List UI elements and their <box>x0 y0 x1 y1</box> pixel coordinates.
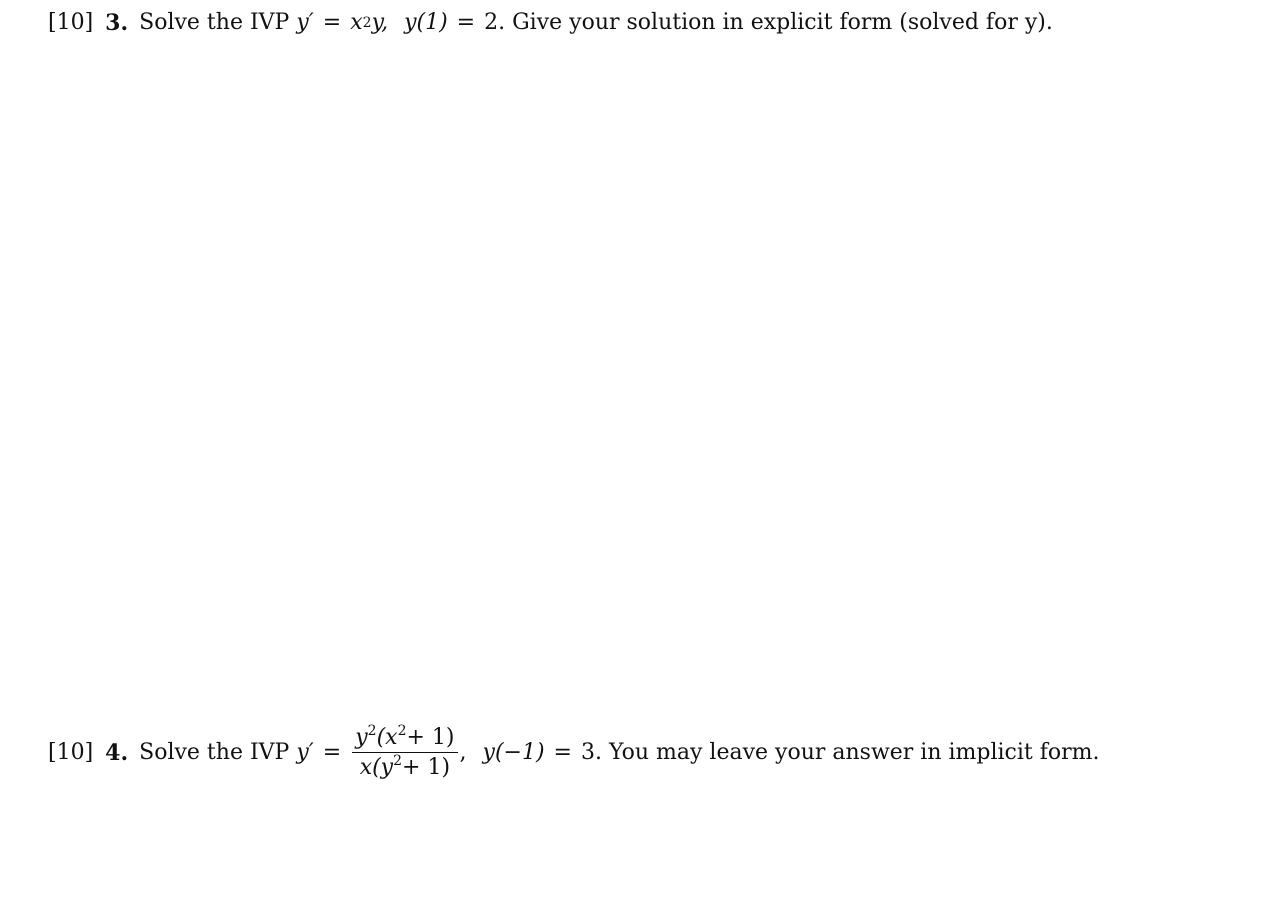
equation-lhs: y′ <box>296 10 314 35</box>
problem-3-equation: y′ = x 2 y, <box>296 10 389 35</box>
problem-3 <box>48 12 1053 34</box>
equals-sign: = <box>553 740 572 765</box>
equation-fraction <box>352 723 457 780</box>
initial-condition-lhs: y(1) <box>404 10 448 35</box>
equals-sign: = <box>322 740 342 765</box>
problem-3-points: [10] <box>48 10 94 35</box>
problem-3-number: 3. <box>105 10 129 36</box>
problem-4-points: [10] <box>48 740 94 765</box>
problem-3-lead: Solve the IVP <box>139 10 290 35</box>
problem-4-equation <box>296 723 467 780</box>
fraction-denominator <box>357 753 453 779</box>
initial-condition-rhs: 2. <box>484 10 506 35</box>
equals-sign: = <box>456 10 476 35</box>
denominator-xy: x(y <box>359 755 394 780</box>
denominator-y-exponent: 2 <box>393 753 403 769</box>
problem-4-initial-condition <box>483 742 602 764</box>
numerator-x-exponent: 2 <box>397 723 407 739</box>
equals-sign: = <box>322 10 342 35</box>
equation-comma: , <box>459 740 467 765</box>
numerator-y: y <box>355 725 368 750</box>
numerator-tail: + 1) <box>406 725 455 750</box>
denominator-tail: + 1) <box>402 755 451 780</box>
problem-4-lead: Solve the IVP <box>139 740 290 765</box>
equation-rhs-tail: y, <box>371 10 389 35</box>
problem-3-initial-condition <box>404 12 505 34</box>
problem-3-instruction: Give your solution in explicit form (solved for y). <box>512 10 1053 35</box>
equation-lhs: y′ <box>296 740 314 765</box>
fraction-numerator <box>352 723 457 753</box>
initial-condition-lhs: y(−1) <box>482 740 545 765</box>
equation-rhs-base: x <box>350 10 363 35</box>
initial-condition-rhs: 3. <box>580 740 602 765</box>
numerator-x: (x <box>376 725 398 750</box>
problem-4-number: 4. <box>105 740 129 766</box>
problem-4 <box>48 723 1100 780</box>
problem-4-instruction: You may leave your answer in implicit form. <box>608 740 1100 765</box>
numerator-y-exponent: 2 <box>367 723 377 739</box>
